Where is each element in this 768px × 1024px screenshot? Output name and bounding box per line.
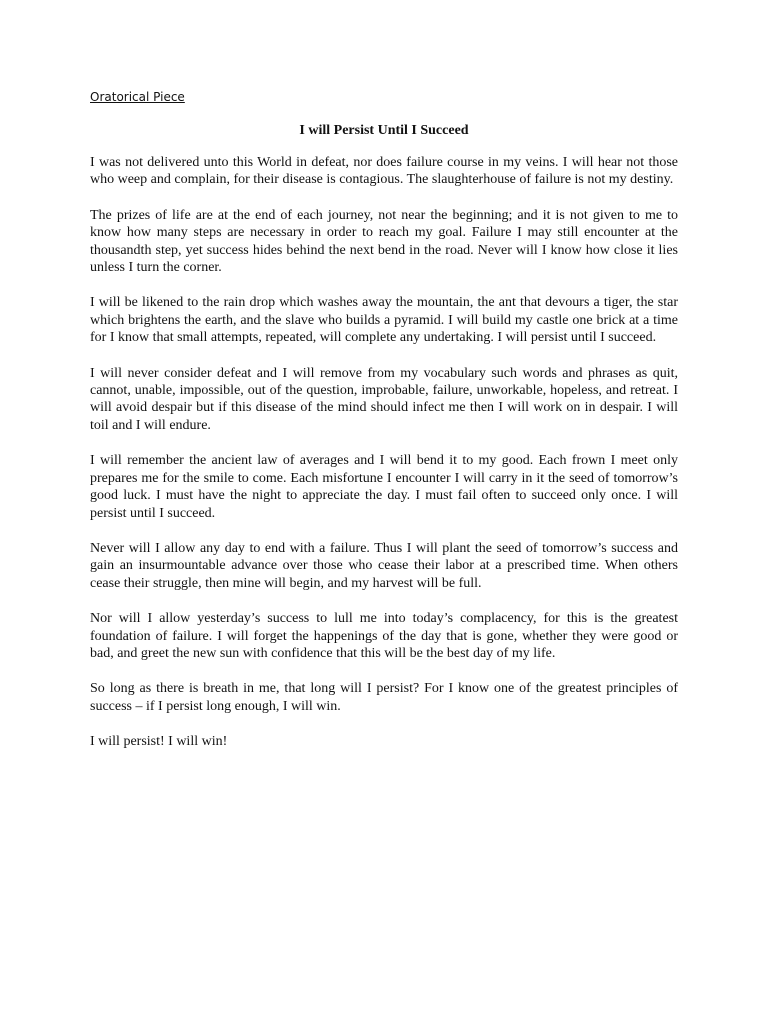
paragraph-6: Never will I allow any day to end with a failure. Thus I will plant the seed of tomorrow’s success and gain an insurmountable advance over those who cease their labor at a prescribed time. When others cease their struggle, then mine will begin, and my harvest will be full. xyxy=(90,540,678,591)
document-title: I will Persist Until I Succeed xyxy=(299,123,469,138)
document-label: Oratorical Piece xyxy=(90,90,185,104)
paragraph-4: I will never consider defeat and I will remove from my vocabulary such words and phrases as quit, cannot, unable, impossible, out of the question, improbable, failure, unworkable, hopeless, and retreat. I will avoid despair but if this disease of the mind should infect me then I will work on in despair. I will toil and I will endure. xyxy=(90,365,678,433)
paragraph-3: I will be likened to the rain drop which washes away the mountain, the ant that devours a tiger, the star which brightens the earth, and the slave who builds a pyramid. I will build my castle one brick at a time for I know that small attempts, repeated, will complete any undertaking. I will persist until I succeed. xyxy=(90,295,678,346)
paragraph-8: So long as there is breath in me, that long will I persist? For I know one of the greatest principles of success – if I persist long enough, I will win. xyxy=(90,681,678,714)
paragraph-7: Nor will I allow yesterday’s success to lull me into today’s complacency, for this is the greatest foundation of failure. I will forget the happenings of the day that is gone, whether they were good or bad, and greet the new sun with confidence that this will be the best day of my life. xyxy=(90,611,678,661)
paragraph-5: I will remember the ancient law of averages and I will bend it to my good. Each frown I meet only prepares me for the smile to come. Each misfortune I encounter I will carry in it the seed of tomorrow’s good luck. I must have the night to appreciate the day. I must fail often to succeed only once. I will persist until I succeed. xyxy=(90,453,678,521)
paragraph-9: I will persist! I will win! xyxy=(90,734,228,750)
paragraph-1: I was not delivered unto this World in defeat, nor does failure course in my veins. I will hear not those who weep and complain, for their disease is contagious. The slaughterhouse of failure is not my destiny. xyxy=(90,155,678,188)
paragraph-2: The prizes of life are at the end of each journey, not near the beginning; and it is not given to me to know how many steps are necessary in order to reach my goal. Failure I may still encounter at the thousandth step, yet success hides behind the next bend in the road. Never will I know how close it lies unless I turn the corner. xyxy=(90,207,678,276)
document-page xyxy=(90,88,678,769)
